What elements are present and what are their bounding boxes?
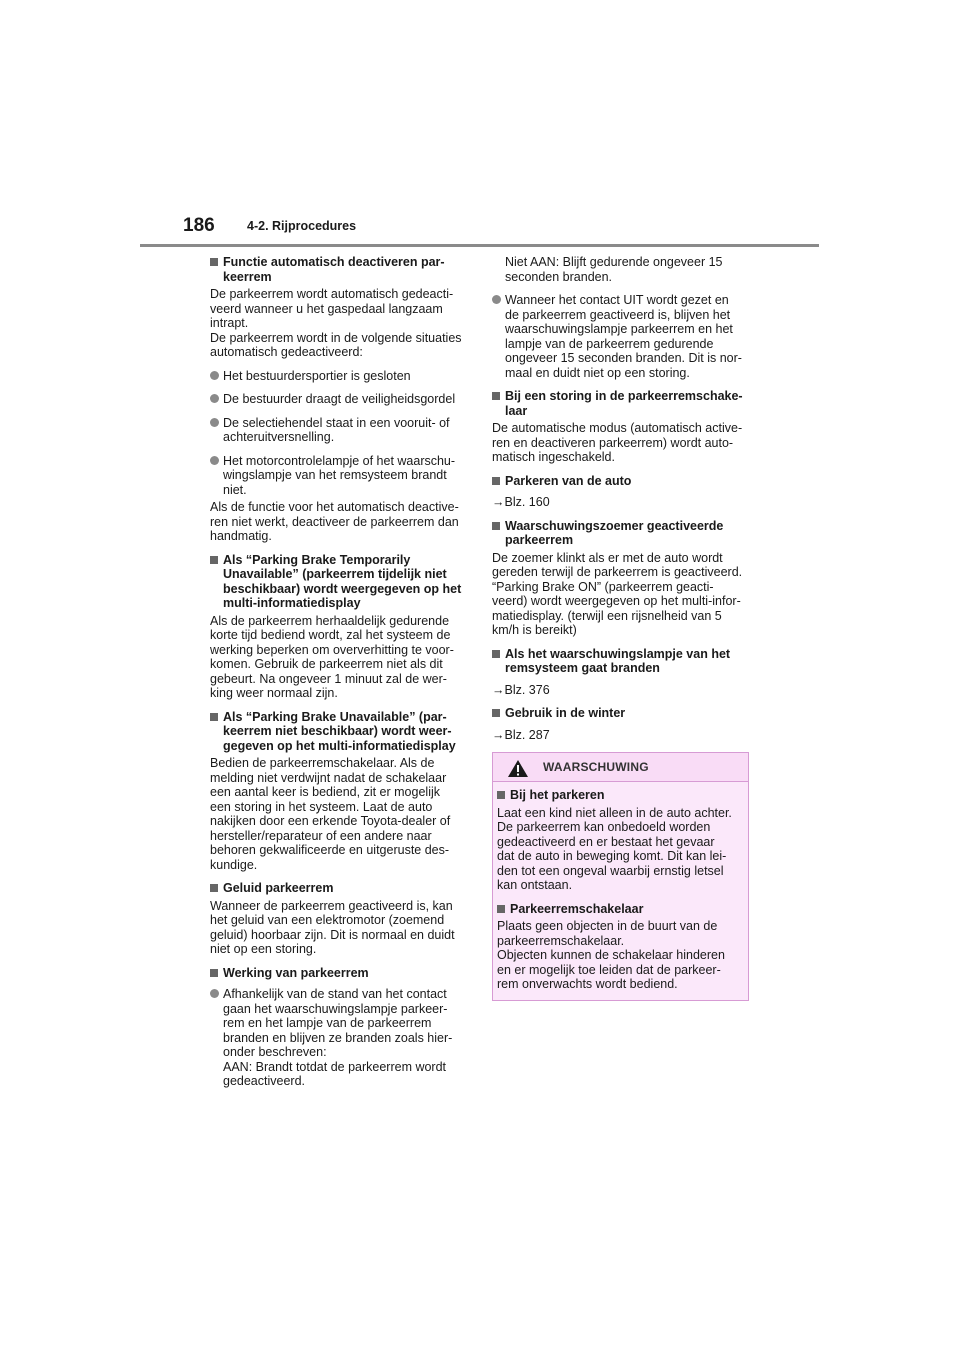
left-column xyxy=(210,255,472,1098)
circle-bullet-icon xyxy=(210,456,219,465)
page-reference-link[interactable]: →Blz. 160 xyxy=(492,495,550,509)
heading-text: Waarschuwingszoemer geactiveerde parkeerrem xyxy=(505,518,724,547)
square-bullet-icon xyxy=(497,905,505,913)
heading-text: Parkeerremschakelaar xyxy=(510,901,644,916)
warning-body xyxy=(493,782,748,992)
square-bullet-icon xyxy=(492,477,500,485)
paragraph: De automatische modus (automatisch active- ren en deactiveren parkeerrem) wordt auto- matisch ingeschakeld. xyxy=(492,421,743,464)
square-bullet-icon xyxy=(210,713,218,721)
heading xyxy=(492,519,752,548)
section-switch-failure xyxy=(492,389,752,465)
section-warning-light xyxy=(492,647,752,698)
warning-title: WAARSCHUWING xyxy=(543,760,649,774)
list-item-text: Het motorcontrolelampje of het waarschu- wingslampje van het remsysteem brandt niet. xyxy=(223,453,456,497)
heading xyxy=(210,966,472,981)
circle-bullet-icon xyxy=(492,295,501,304)
heading-text: Als “Parking Brake Unavailable” (par- keerrem niet beschikbaar) wordt weer- gegeven op het multi-informatiedisplay xyxy=(223,709,456,753)
circle-bullet-icon xyxy=(210,394,219,403)
list-item xyxy=(210,416,472,445)
heading-text: Werking van parkeerrem xyxy=(223,965,369,980)
section-buzzer xyxy=(492,519,752,638)
heading xyxy=(210,255,472,284)
paragraph: De zoemer klinkt als er met de auto wordt gereden terwijl de parkeerrem is geactiveerd. “Parking Brake ON” (parkeerrem geacti- veerd) wordt weergegeven op het multi-infor- matiedisplay. (terwijl een rijsnelheid van 5 km/h is bereikt) xyxy=(492,550,743,637)
square-bullet-icon xyxy=(210,969,218,977)
section-sound xyxy=(210,881,472,957)
heading-text: Als het waarschuwingslampje van het remsysteem gaat branden xyxy=(505,646,731,675)
section-auto-deactivate xyxy=(210,255,472,360)
list-item xyxy=(210,987,472,1089)
paragraph: Bedien de parkeerremschakelaar. Als de melding niet verdwijnt nadat de schakelaar een aantal keer is bediend, zit er mogelijk een storing in het systeem. Laat de auto nakijken door een erkende Toyota-dealer of hersteller/reparateur of een andere naar behoren gekwalificeerde en uitgeruste des- kundige. xyxy=(210,756,451,872)
section-parking xyxy=(492,474,752,510)
paragraph: Plaats geen objecten in de buurt van de parkeerremschakelaar. Objecten kunnen de schakelaar hinderen en er mogelijk toe leiden dat de parkeer- rem onverwachts wordt bediend. xyxy=(497,919,725,991)
paragraph: Als de functie voor het automatisch deactive- ren niet werkt, deactiveer de parkeerrem dan handmatig. xyxy=(210,500,459,543)
paragraph: Laat een kind niet alleen in de auto achter. De parkeerrem kan onbedoeld worden gedeactiveerd en er bestaat het gevaar dat de auto in beweging komt. Dit kan lei- den tot een ongeval waarbij ernstig letsel kan ontstaan. xyxy=(497,805,732,892)
section-operation xyxy=(210,966,472,1089)
heading-text: Parkeren van de auto xyxy=(505,473,632,488)
heading xyxy=(210,881,472,896)
warning-section-switch xyxy=(497,902,738,992)
right-column xyxy=(492,255,752,751)
square-bullet-icon xyxy=(492,650,500,658)
heading-text: Bij een storing in de parkeerremschake- laar xyxy=(505,389,743,418)
section-title: 4-2. Rijprocedures xyxy=(247,219,357,233)
heading xyxy=(492,389,752,418)
heading xyxy=(210,710,472,754)
heading-text: Gebruik in de winter xyxy=(505,706,626,720)
warning-box xyxy=(492,752,749,1001)
square-bullet-icon xyxy=(492,709,500,717)
section-winter xyxy=(492,706,752,742)
square-bullet-icon xyxy=(210,258,218,266)
paragraph: Niet AAN: Blijft gedurende ongeveer 15 seconden branden. xyxy=(505,255,723,284)
heading xyxy=(210,553,472,611)
heading-text: Als “Parking Brake Temporarily Unavailable” (parkeerrem tijdelijk niet beschikbaar) wordt weergegeven op het multi-informatiedisplay xyxy=(223,552,462,610)
square-bullet-icon xyxy=(210,556,218,564)
circle-bullet-icon xyxy=(210,371,219,380)
list-item-text: De bestuurder draagt de veiligheidsgordel xyxy=(223,392,456,406)
heading xyxy=(492,706,752,721)
list-item xyxy=(210,454,472,498)
list-item-text: Wanneer het contact UIT wordt gezet en de parkeerrem geactiveerd is, blijven het waarschuwingslampje parkeerrem en het lampje van de parkeerrem gedurende ongeveer 15 seconden branden. Dit is nor- maal en duidt niet op een storing. xyxy=(505,293,742,380)
square-bullet-icon xyxy=(210,884,218,892)
heading xyxy=(497,902,738,917)
warning-triangle-icon xyxy=(507,759,529,778)
square-bullet-icon xyxy=(492,392,500,400)
list-item xyxy=(210,392,472,407)
section-unavailable xyxy=(210,710,472,873)
square-bullet-icon xyxy=(497,791,505,799)
heading xyxy=(492,647,752,676)
heading xyxy=(497,788,738,803)
page-reference-link[interactable]: →Blz. 376 xyxy=(492,682,550,697)
warning-header xyxy=(493,753,748,782)
list-item-text: Het bestuurdersportier is gesloten xyxy=(223,368,411,383)
page-reference-link[interactable]: →Blz. 287 xyxy=(492,727,550,742)
page-number: 186 xyxy=(183,215,215,236)
list-item xyxy=(210,369,472,384)
heading-text: Bij het parkeren xyxy=(510,788,605,802)
heading-text: Functie automatisch deactiveren par- keerrem xyxy=(223,255,445,284)
heading-text: Geluid parkeerrem xyxy=(223,881,334,895)
list-item xyxy=(492,293,752,380)
paragraph: Als de parkeerrem herhaaldelijk gedurende korte tijd bediend wordt, zal het systeem de werking beperken om oververhitting te voor- komen. Gebruik de parkeerrem niet als dit gebeurt. Na ongeveer 1 minuut zal de wer- king weer normaal zijn. xyxy=(210,613,454,700)
section-temporarily-unavailable xyxy=(210,553,472,701)
warning-section-parking xyxy=(497,788,738,893)
list-item-text: Afhankelijk van de stand van het contact gaan het waarschuwingslampje parkeer- rem en het lampje van de parkeerrem branden en blijven ze branden zoals hier- onder beschreven: AAN: Brandt totdat de parkeerrem wordt gedeactiveerd. xyxy=(223,987,453,1088)
circle-bullet-icon xyxy=(210,418,219,427)
circle-bullet-icon xyxy=(210,989,219,998)
list-item-text: De selectiehendel staat in een vooruit- of achteruitversnelling. xyxy=(223,415,450,444)
paragraph: De parkeerrem wordt automatisch gedeacti- veerd wanneer u het gaspedaal langzaam intrapt. De parkeerrem wordt in de volgende situaties automatisch gedeactiveerd: xyxy=(210,287,462,359)
heading xyxy=(492,474,752,489)
square-bullet-icon xyxy=(492,522,500,530)
paragraph: Wanneer de parkeerrem geactiveerd is, kan het geluid van een elektromotor (zoemend geluid) hoorbaar zijn. Dit is normaal en duidt niet op een storing. xyxy=(210,898,455,956)
header-rule xyxy=(140,244,819,247)
